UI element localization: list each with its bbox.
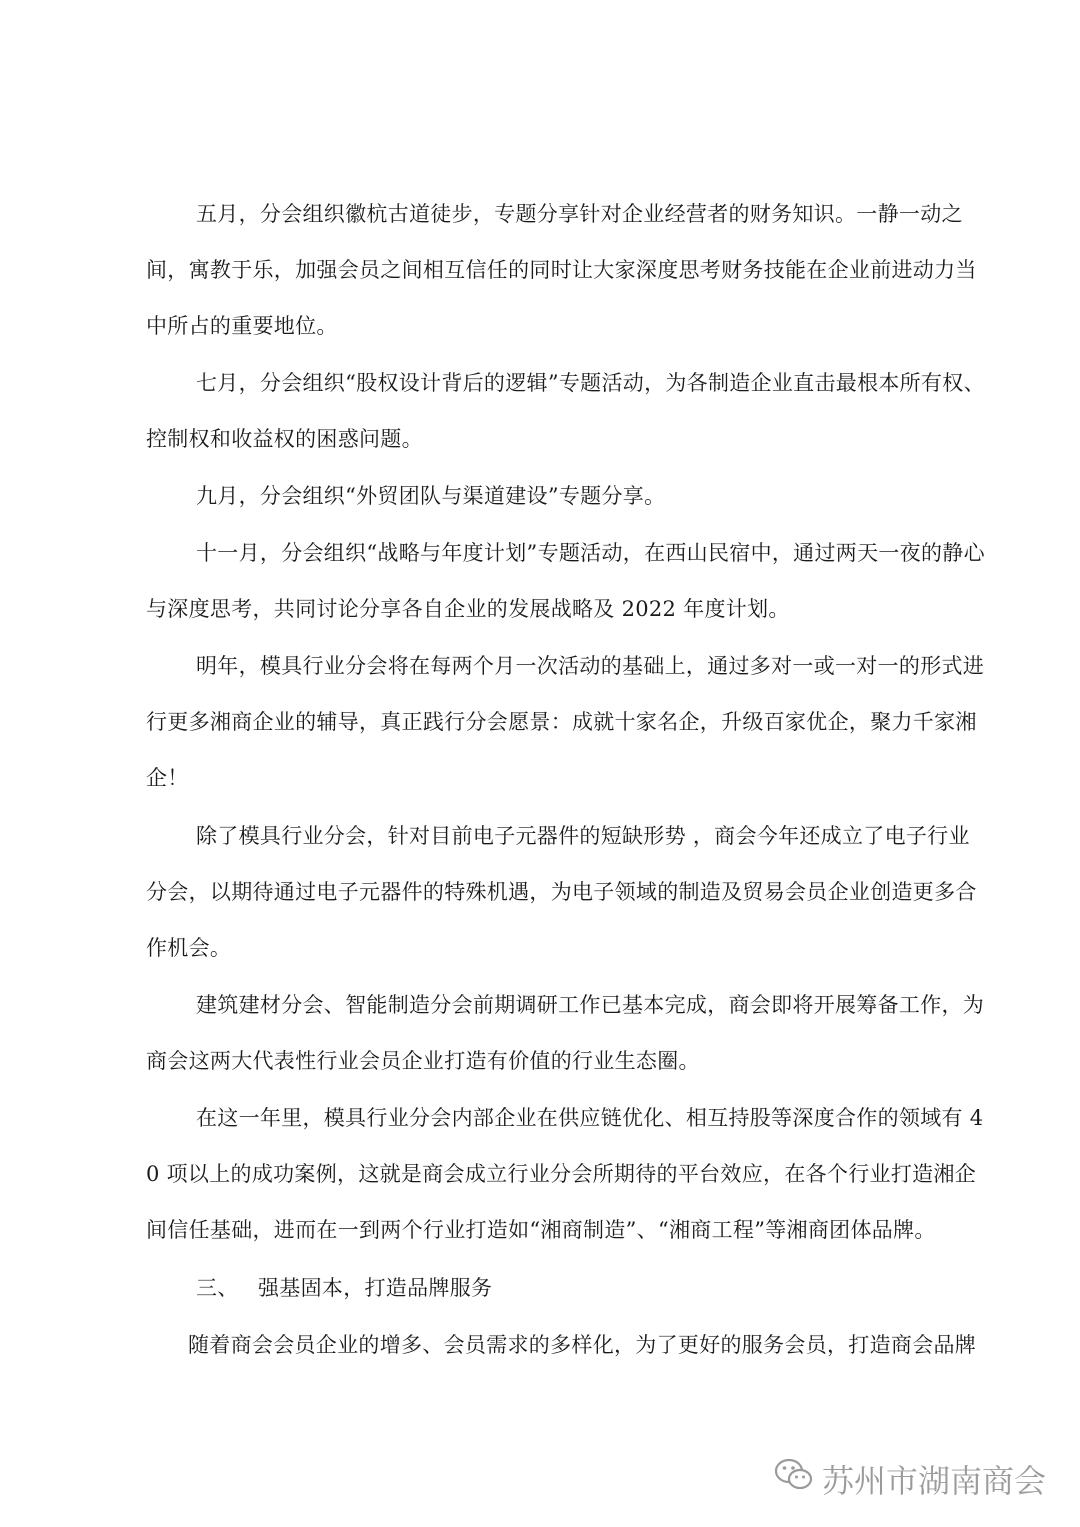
wechat-icon	[774, 1457, 814, 1501]
section-number: 三、	[196, 1276, 239, 1300]
paragraph-september: 九月，分会组织“外贸团队与渠道建设”专题分享。	[196, 484, 666, 508]
section-title: 强基固本，打造品牌服务	[258, 1276, 493, 1300]
watermark	[774, 1452, 1046, 1506]
paragraph-brand: 随着商会会员企业的增多、会员需求的多样化，为了更好的服务会员，打造商会品牌	[188, 1333, 977, 1357]
paragraph-electronics: 除了模具行业分会，针对目前电子元器件的短缺形势 ，商会今年还成立了电子行业分会，以期待通过电子元器件的特殊机遇，为电子领域的制造及贸易会员企业创造更多合作机会。	[146, 824, 977, 960]
section-heading	[196, 1260, 896, 1316]
paragraph-next-year: 明年，模具行业分会将在每两个月一次活动的基础上，通过多对一或一对一的形式进行更多湘商企业的辅导，真正践行分会愿景：成就十家名企，升级百家优企，聚力千家湘企！	[146, 654, 985, 790]
watermark-text: 苏州市湖南商会	[821, 1462, 1046, 1500]
paragraph-construction: 建筑建材分会、智能制造分会前期调研工作已基本完成，商会即将开展筹备工作，为商会这两大代表性行业会员企业打造有价值的行业生态圈。	[146, 993, 985, 1073]
paragraph-july: 七月，分会组织“股权设计背后的逻辑”专题活动，为各制造企业直击最根本所有权、控制权和收益权的困惑问题。	[146, 371, 985, 451]
paragraph-may: 五月，分会组织徽杭古道徒步，专题分享针对企业经营者的财务知识。一静一动之间，寓教于乐，加强会员之间相互信任的同时让大家深度思考财务技能在企业前进动力当中所占的重要地位。	[146, 202, 977, 338]
paragraph-this-year: 在这一年里，模具行业分会内部企业在供应链优化、相互持股等深度合作的领域有 40 项以上的成功案例，这就是商会成立行业分会所期待的平台效应，在各个行业打造湘企间信任基础，进而在一到两个行业打造如“湘商制造”、“湘商工程”等湘商团体品牌。	[146, 1106, 984, 1242]
paragraph-november: 十一月，分会组织“战略与年度计划”专题活动，在西山民宿中，通过两天一夜的静心与深度思考，共同讨论分享各自企业的发展战略及 2022 年度计划。	[146, 541, 985, 621]
